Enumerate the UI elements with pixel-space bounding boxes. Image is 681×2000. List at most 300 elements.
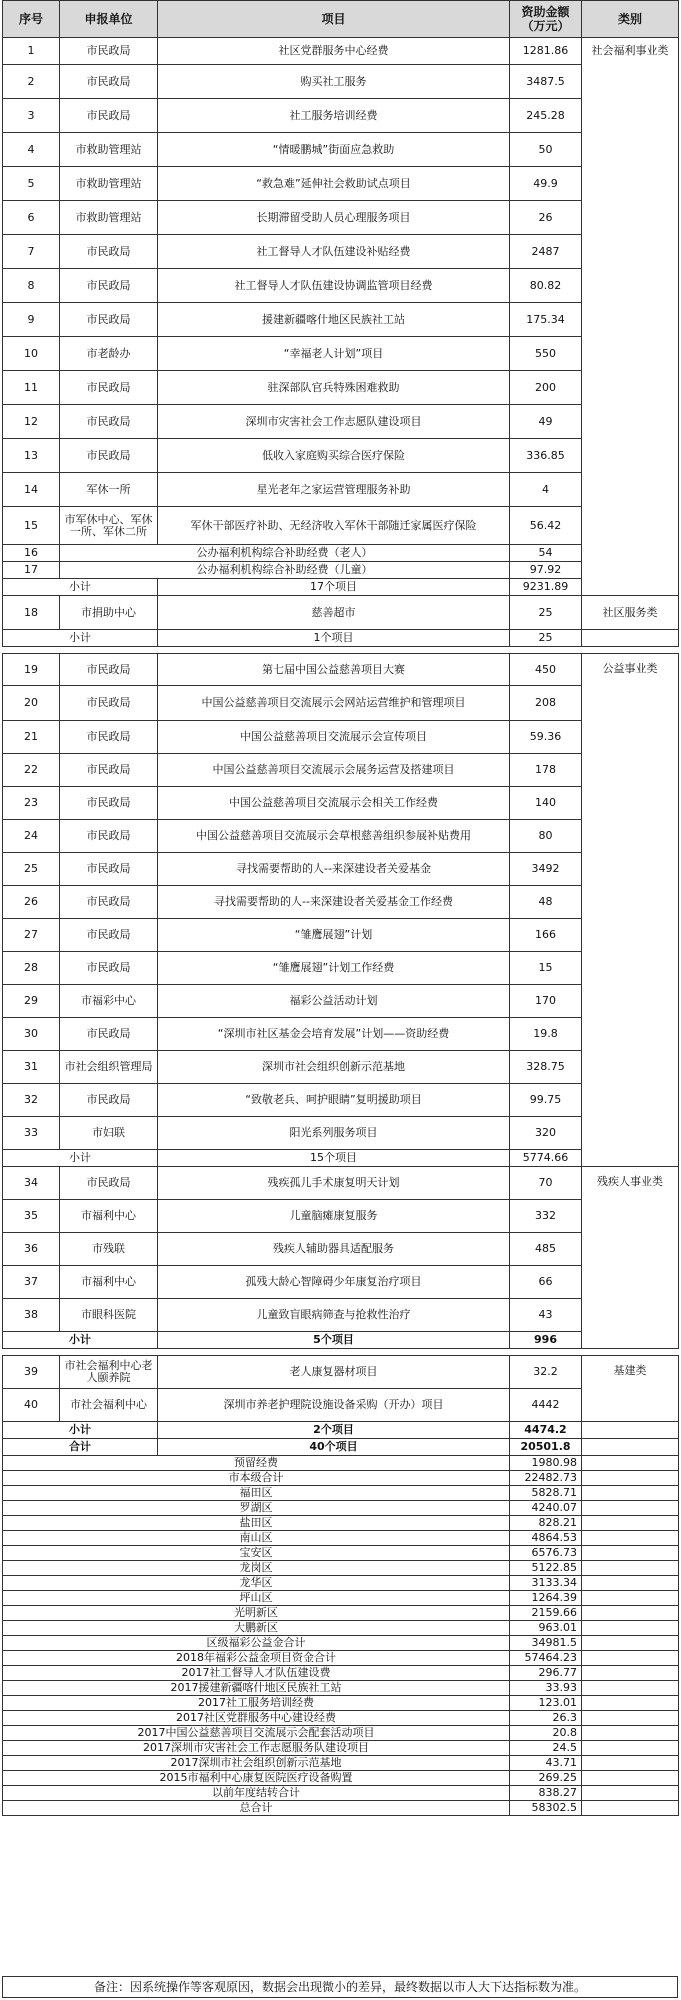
summary-row bbox=[3, 1516, 679, 1531]
table-row bbox=[3, 1117, 679, 1150]
table-row bbox=[3, 1167, 679, 1200]
summary-amount: 57464.23 bbox=[510, 1651, 582, 1666]
row-no: 27 bbox=[3, 919, 60, 952]
summary-empty bbox=[582, 1501, 679, 1516]
spacer-row bbox=[3, 647, 679, 654]
summary-empty bbox=[582, 1516, 679, 1531]
summary-empty bbox=[582, 1621, 679, 1636]
subtotal-count: 15个项目 bbox=[158, 1150, 510, 1167]
summary-label: 总合计 bbox=[3, 1801, 510, 1816]
table-row bbox=[3, 1084, 679, 1117]
summary-row bbox=[3, 1531, 679, 1546]
row-no: 18 bbox=[3, 596, 60, 630]
row-no: 36 bbox=[3, 1233, 60, 1266]
row-unit: 市民政局 bbox=[60, 269, 158, 303]
summary-empty bbox=[582, 1666, 679, 1681]
subtotal-count: 2个项目 bbox=[158, 1422, 510, 1439]
row-no: 39 bbox=[3, 1356, 60, 1389]
table-row bbox=[3, 545, 679, 562]
row-unit: 市眼科医院 bbox=[60, 1299, 158, 1332]
row-amount: 19.8 bbox=[510, 1018, 582, 1051]
summary-empty bbox=[582, 1591, 679, 1606]
summary-label: 2018年福彩公益金项目资金合计 bbox=[3, 1651, 510, 1666]
table-row bbox=[3, 337, 679, 371]
row-amount: 54 bbox=[510, 545, 582, 562]
row-amount: 50 bbox=[510, 133, 582, 167]
row-amount: 485 bbox=[510, 1233, 582, 1266]
summary-amount: 296.77 bbox=[510, 1666, 582, 1681]
row-project: 公办福利机构综合补助经费（儿童） bbox=[60, 562, 510, 579]
row-no: 26 bbox=[3, 886, 60, 919]
row-project: 残疾孤儿手术康复明天计划 bbox=[158, 1167, 510, 1200]
summary-amount: 838.27 bbox=[510, 1786, 582, 1801]
summary-empty bbox=[582, 1471, 679, 1486]
row-amount: 1281.86 bbox=[510, 38, 582, 65]
summary-row bbox=[3, 1501, 679, 1516]
row-no: 28 bbox=[3, 952, 60, 985]
summary-label: 2017深圳市灾害社会工作志愿服务队建设项目 bbox=[3, 1741, 510, 1756]
row-amount: 178 bbox=[510, 754, 582, 787]
row-unit: 市民政局 bbox=[60, 787, 158, 820]
row-no: 10 bbox=[3, 337, 60, 371]
spacer bbox=[3, 647, 679, 654]
row-amount: 49 bbox=[510, 405, 582, 439]
summary-row bbox=[3, 1786, 679, 1801]
header-project: 项目 bbox=[158, 1, 510, 38]
row-no: 37 bbox=[3, 1266, 60, 1299]
summary-empty bbox=[582, 1546, 679, 1561]
row-no: 31 bbox=[3, 1051, 60, 1084]
summary-label: 2017社工服务培训经费 bbox=[3, 1696, 510, 1711]
row-project: 低收入家庭购买综合医疗保险 bbox=[158, 439, 510, 473]
table-row bbox=[3, 1018, 679, 1051]
summary-label: 以前年度结转合计 bbox=[3, 1786, 510, 1801]
row-no: 6 bbox=[3, 201, 60, 235]
summary-label: 龙岗区 bbox=[3, 1561, 510, 1576]
row-amount: 4442 bbox=[510, 1389, 582, 1422]
row-no: 9 bbox=[3, 303, 60, 337]
row-project: “救急难”延伸社会救助试点项目 bbox=[158, 167, 510, 201]
row-project: 第七届中国公益慈善项目大赛 bbox=[158, 654, 510, 686]
summary-empty bbox=[582, 1486, 679, 1501]
table-row bbox=[3, 473, 679, 507]
row-no: 8 bbox=[3, 269, 60, 303]
subtotal-count: 5个项目 bbox=[158, 1332, 510, 1349]
summary-amount: 20.8 bbox=[510, 1726, 582, 1741]
row-no: 17 bbox=[3, 562, 60, 579]
table-row bbox=[3, 507, 679, 545]
header-amount: 资助金额（万元） bbox=[510, 1, 582, 38]
row-unit: 市残联 bbox=[60, 1233, 158, 1266]
row-project: 社工督导人才队伍建设补贴经费 bbox=[158, 235, 510, 269]
spacer bbox=[3, 1349, 679, 1356]
row-unit: 市民政局 bbox=[60, 439, 158, 473]
summary-empty bbox=[582, 1786, 679, 1801]
subtotal-label: 小计 bbox=[3, 630, 158, 647]
row-amount: 4 bbox=[510, 473, 582, 507]
row-amount: 15 bbox=[510, 952, 582, 985]
table-row bbox=[3, 596, 679, 630]
category-community: 社区服务类 bbox=[582, 596, 679, 630]
subtotal-row bbox=[3, 579, 679, 596]
row-no: 4 bbox=[3, 133, 60, 167]
row-no: 20 bbox=[3, 686, 60, 721]
row-amount: 66 bbox=[510, 1266, 582, 1299]
table-row bbox=[3, 562, 679, 579]
row-unit: 市民政局 bbox=[60, 303, 158, 337]
total-amount: 20501.8 bbox=[510, 1439, 582, 1456]
row-no: 19 bbox=[3, 654, 60, 686]
row-amount: 56.42 bbox=[510, 507, 582, 545]
summary-amount: 828.21 bbox=[510, 1516, 582, 1531]
summary-empty bbox=[582, 1741, 679, 1756]
table-row bbox=[3, 754, 679, 787]
row-project: 老人康复器材项目 bbox=[158, 1356, 510, 1389]
row-no: 16 bbox=[3, 545, 60, 562]
summary-label: 坪山区 bbox=[3, 1591, 510, 1606]
summary-label: 预留经费 bbox=[3, 1456, 510, 1471]
subtotal-label: 小计 bbox=[3, 1150, 158, 1167]
row-amount: 140 bbox=[510, 787, 582, 820]
row-project: “雏鹰展翅”计划 bbox=[158, 919, 510, 952]
summary-empty bbox=[582, 1771, 679, 1786]
summary-amount: 269.25 bbox=[510, 1771, 582, 1786]
summary-row bbox=[3, 1711, 679, 1726]
table-row bbox=[3, 1200, 679, 1233]
table-row bbox=[3, 919, 679, 952]
row-project: 孤残大龄心智障碍少年康复治疗项目 bbox=[158, 1266, 510, 1299]
subtotal-row bbox=[3, 630, 679, 647]
row-project: 社工督导人才队伍建设协调监管项目经费 bbox=[158, 269, 510, 303]
row-amount: 80 bbox=[510, 820, 582, 853]
table-row bbox=[3, 38, 679, 65]
subtotal-count: 17个项目 bbox=[158, 579, 510, 596]
summary-row bbox=[3, 1696, 679, 1711]
row-no: 7 bbox=[3, 235, 60, 269]
summary-label: 盐田区 bbox=[3, 1516, 510, 1531]
row-no: 5 bbox=[3, 167, 60, 201]
row-no: 1 bbox=[3, 38, 60, 65]
table-row bbox=[3, 1266, 679, 1299]
table-row bbox=[3, 201, 679, 235]
summary-empty bbox=[582, 1651, 679, 1666]
row-project: 寻找需要帮助的人--来深建设者关爱基金 bbox=[158, 853, 510, 886]
row-amount: 208 bbox=[510, 686, 582, 721]
table-row bbox=[3, 371, 679, 405]
row-project: 公办福利机构综合补助经费（老人） bbox=[60, 545, 510, 562]
row-no: 24 bbox=[3, 820, 60, 853]
row-unit: 市老龄办 bbox=[60, 337, 158, 371]
row-unit: 市救助管理站 bbox=[60, 201, 158, 235]
header-unit: 申报单位 bbox=[60, 1, 158, 38]
table-row bbox=[3, 235, 679, 269]
summary-empty bbox=[582, 1606, 679, 1621]
row-project: “深圳市社区基金会培育发展”计划——资助经费 bbox=[158, 1018, 510, 1051]
header-no: 序号 bbox=[3, 1, 60, 38]
summary-empty bbox=[582, 1456, 679, 1471]
row-project: “情暖鹏城”街面应急救助 bbox=[158, 133, 510, 167]
row-no: 15 bbox=[3, 507, 60, 545]
summary-label: 市本级合计 bbox=[3, 1471, 510, 1486]
row-no: 29 bbox=[3, 985, 60, 1018]
row-project: 残疾人辅助器具适配服务 bbox=[158, 1233, 510, 1266]
row-unit: 市民政局 bbox=[60, 820, 158, 853]
row-no: 3 bbox=[3, 99, 60, 133]
summary-label: 宝安区 bbox=[3, 1546, 510, 1561]
table-row bbox=[3, 886, 679, 919]
row-project: 社区党群服务中心经费 bbox=[158, 38, 510, 65]
table-row bbox=[3, 1356, 679, 1389]
summary-empty bbox=[582, 1681, 679, 1696]
row-amount: 175.34 bbox=[510, 303, 582, 337]
row-amount: 43 bbox=[510, 1299, 582, 1332]
summary-row bbox=[3, 1666, 679, 1681]
row-amount: 332 bbox=[510, 1200, 582, 1233]
funding-table-container bbox=[2, 0, 678, 1816]
table-row bbox=[3, 820, 679, 853]
row-amount: 59.36 bbox=[510, 721, 582, 754]
row-unit: 市军休中心、军休一所、军休二所 bbox=[60, 507, 158, 545]
summary-row bbox=[3, 1756, 679, 1771]
category-empty bbox=[582, 630, 679, 647]
row-amount: 25 bbox=[510, 596, 582, 630]
row-unit: 市民政局 bbox=[60, 886, 158, 919]
row-amount: 328.75 bbox=[510, 1051, 582, 1084]
table-row bbox=[3, 853, 679, 886]
table-row bbox=[3, 787, 679, 820]
header-category: 类别 bbox=[582, 1, 679, 38]
row-no: 12 bbox=[3, 405, 60, 439]
row-unit: 市妇联 bbox=[60, 1117, 158, 1150]
row-unit: 市民政局 bbox=[60, 405, 158, 439]
row-amount: 32.2 bbox=[510, 1356, 582, 1389]
row-project: 驻深部队官兵特殊困难救助 bbox=[158, 371, 510, 405]
summary-empty bbox=[582, 1801, 679, 1816]
row-no: 40 bbox=[3, 1389, 60, 1422]
row-amount: 97.92 bbox=[510, 562, 582, 579]
row-amount: 48 bbox=[510, 886, 582, 919]
row-unit: 市民政局 bbox=[60, 686, 158, 721]
summary-label: 2017深圳市社会组织创新示范基地 bbox=[3, 1756, 510, 1771]
row-no: 33 bbox=[3, 1117, 60, 1150]
summary-row bbox=[3, 1561, 679, 1576]
subtotal-label: 小计 bbox=[3, 1332, 158, 1349]
row-no: 34 bbox=[3, 1167, 60, 1200]
row-unit: 市民政局 bbox=[60, 235, 158, 269]
row-project: “幸福老人计划”项目 bbox=[158, 337, 510, 371]
subtotal-label: 小计 bbox=[3, 1422, 158, 1439]
subtotal-amount: 996 bbox=[510, 1332, 582, 1349]
row-no: 21 bbox=[3, 721, 60, 754]
row-unit: 市社会组织管理局 bbox=[60, 1051, 158, 1084]
summary-row bbox=[3, 1576, 679, 1591]
row-unit: 市民政局 bbox=[60, 38, 158, 65]
subtotal-row bbox=[3, 1332, 679, 1349]
row-amount: 320 bbox=[510, 1117, 582, 1150]
table-row bbox=[3, 721, 679, 754]
summary-label: 龙华区 bbox=[3, 1576, 510, 1591]
row-unit: 市民政局 bbox=[60, 371, 158, 405]
row-unit: 市民政局 bbox=[60, 919, 158, 952]
summary-row bbox=[3, 1606, 679, 1621]
row-no: 14 bbox=[3, 473, 60, 507]
row-unit: 市民政局 bbox=[60, 754, 158, 787]
row-project: 购买社工服务 bbox=[158, 65, 510, 99]
row-project: 援建新疆喀什地区民族社工站 bbox=[158, 303, 510, 337]
row-no: 22 bbox=[3, 754, 60, 787]
row-amount: 245.28 bbox=[510, 99, 582, 133]
table-row bbox=[3, 439, 679, 473]
row-unit: 市民政局 bbox=[60, 853, 158, 886]
row-unit: 市民政局 bbox=[60, 721, 158, 754]
table-row bbox=[3, 1233, 679, 1266]
category-empty bbox=[582, 1422, 679, 1439]
summary-amount: 24.5 bbox=[510, 1741, 582, 1756]
summary-row bbox=[3, 1486, 679, 1501]
summary-label: 2017社区党群服务中心建设经费 bbox=[3, 1711, 510, 1726]
row-unit: 市民政局 bbox=[60, 952, 158, 985]
summary-empty bbox=[582, 1756, 679, 1771]
summary-label: 罗湖区 bbox=[3, 1501, 510, 1516]
summary-amount: 26.3 bbox=[510, 1711, 582, 1726]
subtotal-row bbox=[3, 1422, 679, 1439]
row-no: 38 bbox=[3, 1299, 60, 1332]
row-project: 军休干部医疗补助、无经济收入军休干部随迁家属医疗保险 bbox=[158, 507, 510, 545]
subtotal-row bbox=[3, 1150, 679, 1167]
total-count: 40个项目 bbox=[158, 1439, 510, 1456]
summary-row bbox=[3, 1771, 679, 1786]
subtotal-amount: 4474.2 bbox=[510, 1422, 582, 1439]
row-unit: 市福利中心 bbox=[60, 1200, 158, 1233]
table-header-row bbox=[3, 1, 679, 38]
table-row bbox=[3, 1299, 679, 1332]
summary-label: 区级福彩公益金合计 bbox=[3, 1636, 510, 1651]
summary-label: 光明新区 bbox=[3, 1606, 510, 1621]
row-no: 13 bbox=[3, 439, 60, 473]
row-project: “致敬老兵、呵护眼睛”复明援助项目 bbox=[158, 1084, 510, 1117]
row-unit: 市民政局 bbox=[60, 654, 158, 686]
table-row bbox=[3, 952, 679, 985]
spacer-row bbox=[3, 1349, 679, 1356]
row-project: 中国公益慈善项目交流展示会宣传项目 bbox=[158, 721, 510, 754]
summary-label: 南山区 bbox=[3, 1531, 510, 1546]
summary-amount: 1980.98 bbox=[510, 1456, 582, 1471]
row-amount: 3487.5 bbox=[510, 65, 582, 99]
row-project: 星光老年之家运营管理服务补助 bbox=[158, 473, 510, 507]
row-unit: 市民政局 bbox=[60, 1018, 158, 1051]
row-project: 深圳市养老护理院设施设备采购（开办）项目 bbox=[158, 1389, 510, 1422]
subtotal-label: 小计 bbox=[3, 579, 158, 596]
category-disability: 残疾人事业类 bbox=[582, 1167, 679, 1349]
row-unit: 市救助管理站 bbox=[60, 133, 158, 167]
summary-empty bbox=[582, 1531, 679, 1546]
table-row bbox=[3, 303, 679, 337]
row-project: 儿童脑瘫康复服务 bbox=[158, 1200, 510, 1233]
summary-amount: 5828.71 bbox=[510, 1486, 582, 1501]
category-empty bbox=[582, 1439, 679, 1456]
row-amount: 336.85 bbox=[510, 439, 582, 473]
summary-empty bbox=[582, 1561, 679, 1576]
row-project: 寻找需要帮助的人--来深建设者关爱基金工作经费 bbox=[158, 886, 510, 919]
summary-label: 2017援建新疆喀什地区民族社工站 bbox=[3, 1681, 510, 1696]
summary-label: 2017中国公益慈善项目交流展示会配套活动项目 bbox=[3, 1726, 510, 1741]
summary-amount: 33.93 bbox=[510, 1681, 582, 1696]
row-project: 儿童致盲眼病筛查与抢救性治疗 bbox=[158, 1299, 510, 1332]
row-project: 中国公益慈善项目交流展示会草根慈善组织参展补贴费用 bbox=[158, 820, 510, 853]
row-project: “雏鹰展翅”计划工作经费 bbox=[158, 952, 510, 985]
category-public: 公益事业类 bbox=[582, 654, 679, 1167]
row-unit: 市民政局 bbox=[60, 1167, 158, 1200]
total-row bbox=[3, 1439, 679, 1456]
row-amount: 170 bbox=[510, 985, 582, 1018]
summary-row bbox=[3, 1801, 679, 1816]
row-no: 30 bbox=[3, 1018, 60, 1051]
summary-row bbox=[3, 1681, 679, 1696]
table-row bbox=[3, 654, 679, 686]
row-project: 深圳市灾害社会工作志愿队建设项目 bbox=[158, 405, 510, 439]
total-label: 合计 bbox=[3, 1439, 158, 1456]
row-no: 25 bbox=[3, 853, 60, 886]
table-row bbox=[3, 65, 679, 99]
row-project: 慈善超市 bbox=[158, 596, 510, 630]
subtotal-amount: 9231.89 bbox=[510, 579, 582, 596]
summary-row bbox=[3, 1741, 679, 1756]
summary-amount: 43.71 bbox=[510, 1756, 582, 1771]
row-no: 23 bbox=[3, 787, 60, 820]
row-project: 阳光系列服务项目 bbox=[158, 1117, 510, 1150]
summary-amount: 22482.73 bbox=[510, 1471, 582, 1486]
summary-label: 福田区 bbox=[3, 1486, 510, 1501]
row-no: 11 bbox=[3, 371, 60, 405]
row-amount: 3492 bbox=[510, 853, 582, 886]
summary-row bbox=[3, 1471, 679, 1486]
row-unit: 市社会福利中心老人颐养院 bbox=[60, 1356, 158, 1389]
footnote: 备注：因系统操作等客观原因，数据会出现微小的差异，最终数据以市人大下达指标数为准。 bbox=[2, 1976, 678, 1998]
row-project: 长期滞留受助人员心理服务项目 bbox=[158, 201, 510, 235]
table-row bbox=[3, 167, 679, 201]
row-unit: 市救助管理站 bbox=[60, 167, 158, 201]
summary-amount: 4240.07 bbox=[510, 1501, 582, 1516]
row-project: 中国公益慈善项目交流展示会网站运营维护和管理项目 bbox=[158, 686, 510, 721]
table-row bbox=[3, 1389, 679, 1422]
summary-amount: 4864.53 bbox=[510, 1531, 582, 1546]
row-unit: 市社会福利中心 bbox=[60, 1389, 158, 1422]
row-no: 32 bbox=[3, 1084, 60, 1117]
row-unit: 市捐助中心 bbox=[60, 596, 158, 630]
table-row bbox=[3, 985, 679, 1018]
summary-row bbox=[3, 1636, 679, 1651]
row-no: 35 bbox=[3, 1200, 60, 1233]
summary-label: 2017社工督导人才队伍建设费 bbox=[3, 1666, 510, 1681]
row-unit: 市民政局 bbox=[60, 99, 158, 133]
summary-empty bbox=[582, 1726, 679, 1741]
table-row bbox=[3, 133, 679, 167]
row-amount: 2487 bbox=[510, 235, 582, 269]
row-unit: 市福彩中心 bbox=[60, 985, 158, 1018]
summary-section bbox=[3, 1456, 679, 1816]
row-amount: 70 bbox=[510, 1167, 582, 1200]
summary-amount: 2159.66 bbox=[510, 1606, 582, 1621]
summary-empty bbox=[582, 1696, 679, 1711]
subtotal-amount: 25 bbox=[510, 630, 582, 647]
summary-label: 2015市福利中心康复医院医疗设备购置 bbox=[3, 1771, 510, 1786]
row-amount: 550 bbox=[510, 337, 582, 371]
summary-row bbox=[3, 1726, 679, 1741]
summary-row bbox=[3, 1651, 679, 1666]
row-unit: 市民政局 bbox=[60, 1084, 158, 1117]
row-amount: 26 bbox=[510, 201, 582, 235]
row-project: 中国公益慈善项目交流展示会相关工作经费 bbox=[158, 787, 510, 820]
